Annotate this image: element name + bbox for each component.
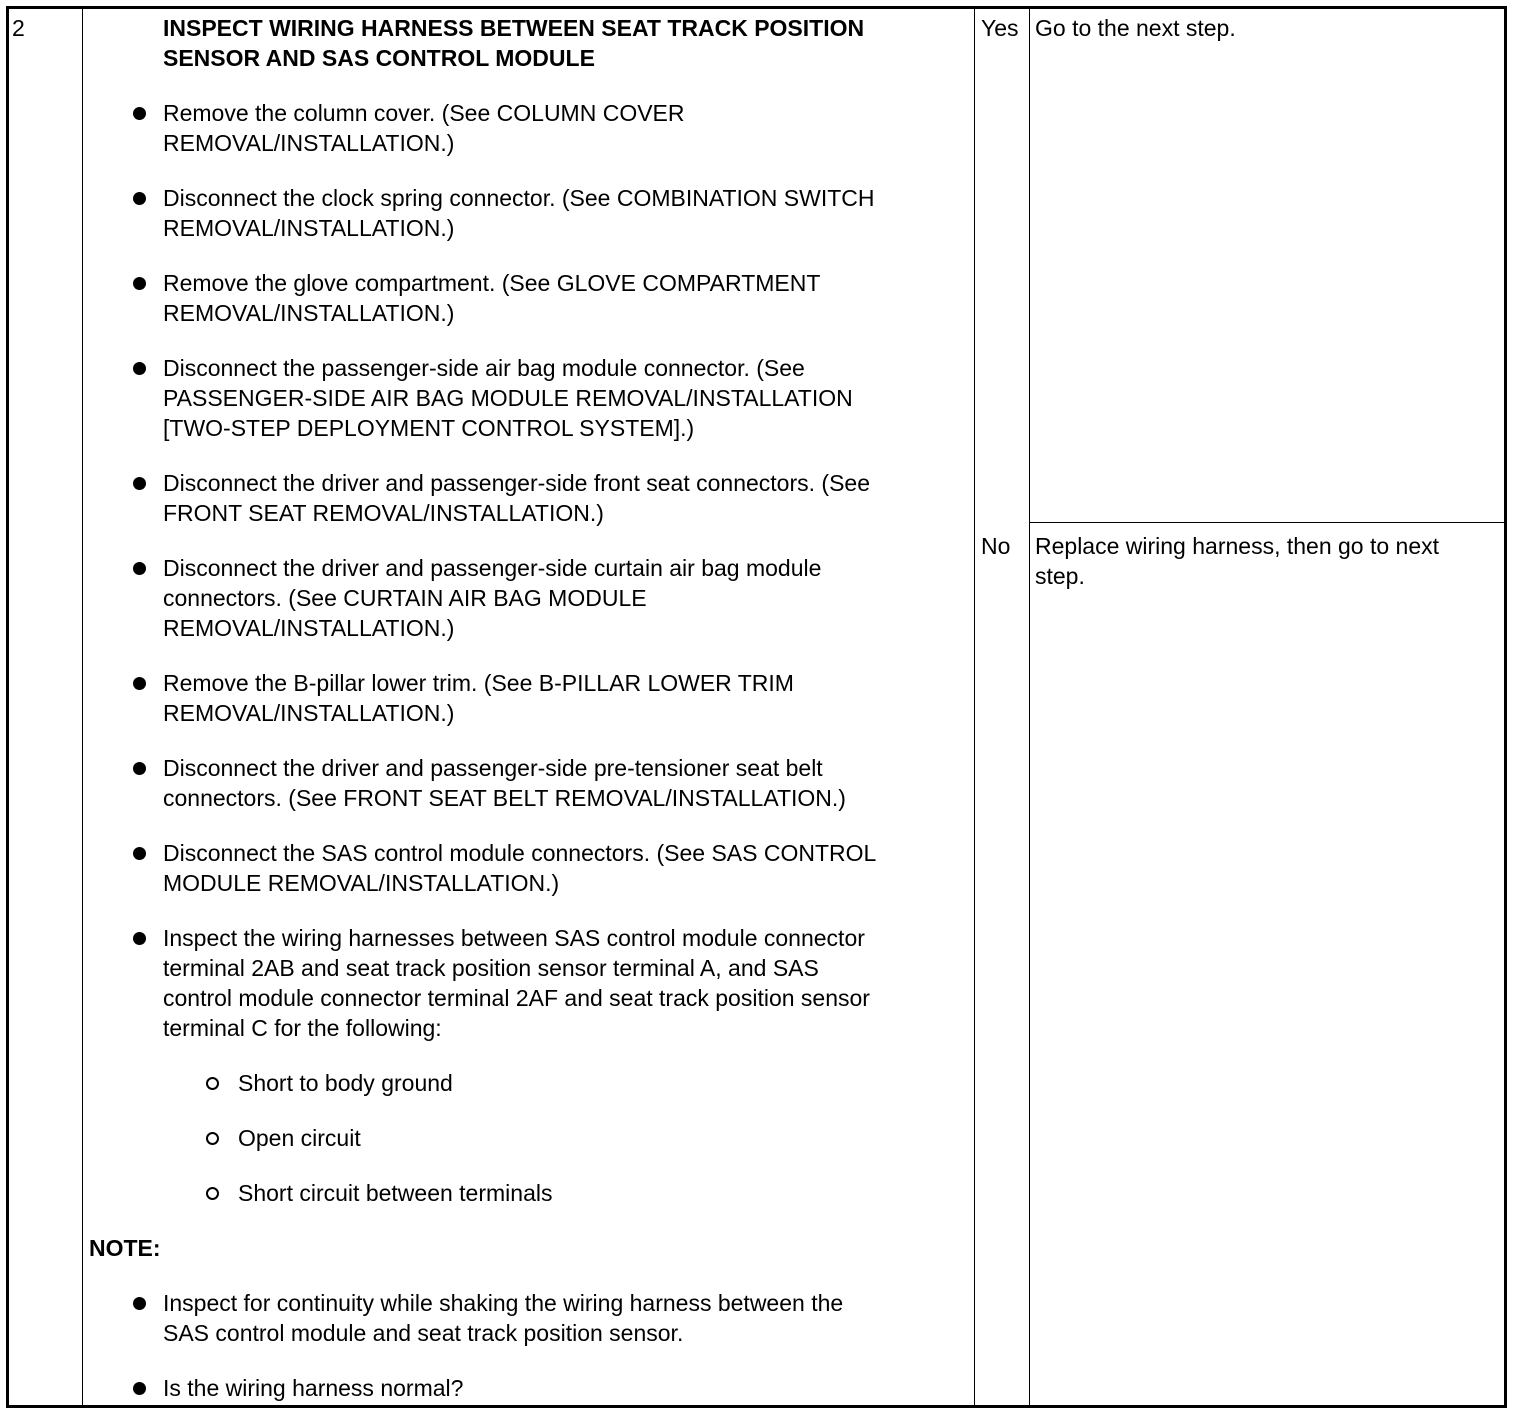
bullet-icon bbox=[133, 932, 146, 945]
bullet-text: control module connector terminal 2AF and seat track position sensor bbox=[163, 985, 870, 1011]
bullet-text: Remove the column cover. (See COLUMN COVER bbox=[163, 100, 685, 126]
bullet-text: connectors. (See CURTAIN AIR BAG MODULE bbox=[163, 585, 647, 611]
bullet-text: REMOVAL/INSTALLATION.) bbox=[163, 615, 455, 641]
step-title-line-1: INSPECT WIRING HARNESS BETWEEN SEAT TRACK POSITION bbox=[163, 15, 865, 41]
bullet-icon bbox=[133, 762, 146, 775]
result-no-action-line-1: Replace wiring harness, then go to next bbox=[1035, 533, 1440, 559]
column-divider-step bbox=[82, 6, 83, 1408]
bullet-text: Disconnect the driver and passenger-side front seat connectors. (See bbox=[163, 470, 870, 496]
bullet-text: Disconnect the SAS control module connectors. (See SAS CONTROL bbox=[163, 840, 877, 866]
bullet-text: Remove the glove compartment. (See GLOVE COMPARTMENT bbox=[163, 270, 821, 296]
bullet-icon bbox=[133, 562, 146, 575]
note-text: Inspect for continuity while shaking the wiring harness between the bbox=[163, 1290, 844, 1316]
bullet-icon bbox=[133, 1297, 146, 1310]
question-text: Is the wiring harness normal? bbox=[163, 1375, 464, 1401]
bullet-icon bbox=[133, 677, 146, 690]
bullet-icon bbox=[133, 107, 146, 120]
result-yes-label: Yes bbox=[981, 15, 1019, 41]
note-label: NOTE: bbox=[89, 1235, 161, 1261]
sub-bullet-text: Short circuit between terminals bbox=[238, 1180, 553, 1206]
bullet-text: [TWO-STEP DEPLOYMENT CONTROL SYSTEM].) bbox=[163, 415, 695, 441]
column-divider-result bbox=[974, 6, 975, 1408]
result-no-action-line-2: step. bbox=[1035, 563, 1085, 589]
bullet-text: REMOVAL/INSTALLATION.) bbox=[163, 215, 455, 241]
step-title-line-2: SENSOR AND SAS CONTROL MODULE bbox=[163, 45, 595, 71]
bullet-text: REMOVAL/INSTALLATION.) bbox=[163, 130, 455, 156]
bullet-text: PASSENGER-SIDE AIR BAG MODULE REMOVAL/INSTALLATION bbox=[163, 385, 853, 411]
bullet-text: connectors. (See FRONT SEAT BELT REMOVAL/INSTALLATION.) bbox=[163, 785, 846, 811]
sub-bullet-icon bbox=[206, 1187, 219, 1200]
bullet-text: Remove the B-pillar lower trim. (See B-PILLAR LOWER TRIM bbox=[163, 670, 794, 696]
bullet-text: Disconnect the driver and passenger-side curtain air bag module bbox=[163, 555, 822, 581]
bullet-text: terminal 2AB and seat track position sensor terminal A, and SAS bbox=[163, 955, 819, 981]
bullet-icon bbox=[133, 847, 146, 860]
sub-bullet-text: Short to body ground bbox=[238, 1070, 453, 1096]
bullet-text: Disconnect the passenger-side air bag module connector. (See bbox=[163, 355, 805, 381]
result-yes-action: Go to the next step. bbox=[1035, 15, 1236, 41]
step-number: 2 bbox=[12, 15, 25, 41]
bullet-text: FRONT SEAT REMOVAL/INSTALLATION.) bbox=[163, 500, 604, 526]
result-no-label: No bbox=[981, 533, 1011, 559]
bullet-text: Inspect the wiring harnesses between SAS control module connector bbox=[163, 925, 865, 951]
bullet-text: Disconnect the driver and passenger-side pre-tensioner seat belt bbox=[163, 755, 823, 781]
bullet-text: REMOVAL/INSTALLATION.) bbox=[163, 700, 455, 726]
sub-bullet-icon bbox=[206, 1077, 219, 1090]
bullet-text: Disconnect the clock spring connector. (See COMBINATION SWITCH bbox=[163, 185, 875, 211]
row-divider-yes-no bbox=[1029, 522, 1507, 523]
bullet-text: terminal C for the following: bbox=[163, 1015, 442, 1041]
bullet-icon bbox=[133, 362, 146, 375]
bullet-icon bbox=[133, 192, 146, 205]
bullet-icon bbox=[133, 277, 146, 290]
note-text: SAS control module and seat track position sensor. bbox=[163, 1320, 684, 1346]
bullet-icon bbox=[133, 477, 146, 490]
bullet-icon bbox=[133, 1382, 146, 1395]
bullet-text: MODULE REMOVAL/INSTALLATION.) bbox=[163, 870, 560, 896]
sub-bullet-text: Open circuit bbox=[238, 1125, 361, 1151]
bullet-text: REMOVAL/INSTALLATION.) bbox=[163, 300, 455, 326]
sub-bullet-icon bbox=[206, 1132, 219, 1145]
column-divider-action bbox=[1029, 6, 1030, 1408]
